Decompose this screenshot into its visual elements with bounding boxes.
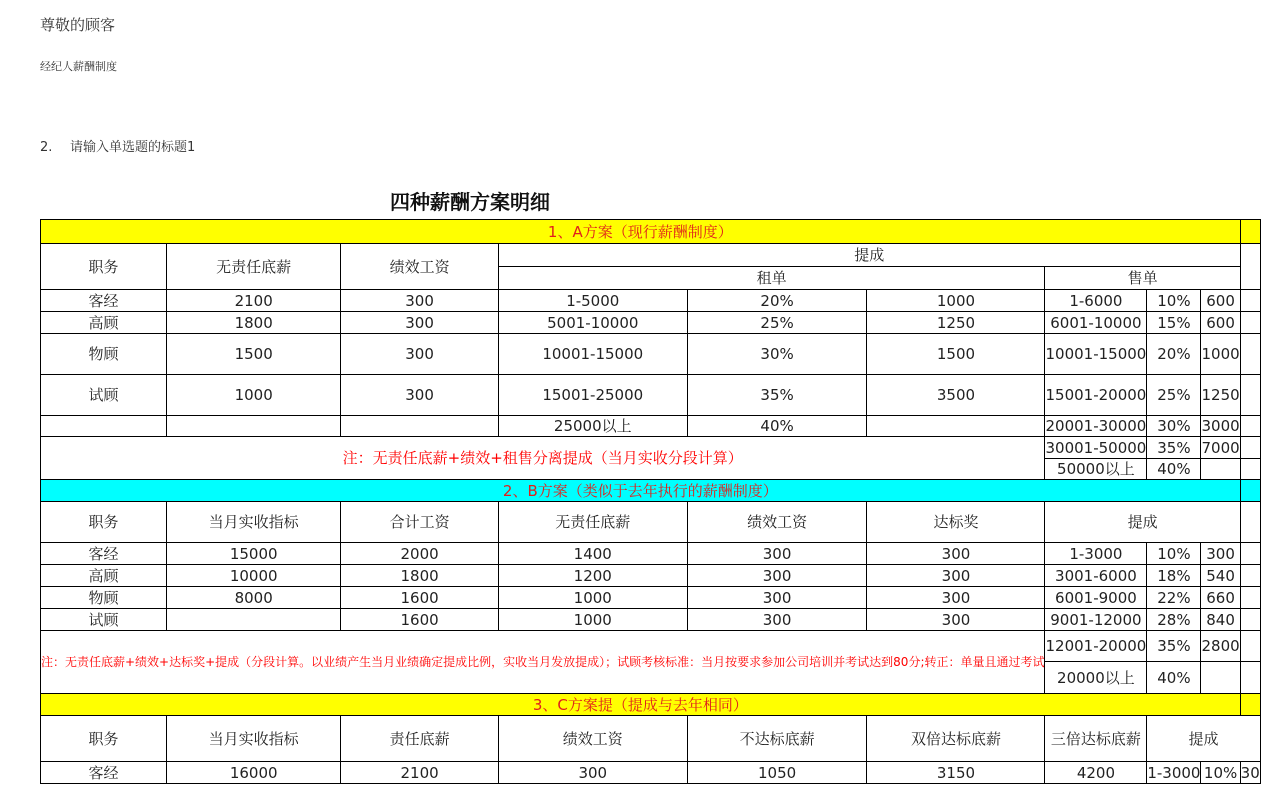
section-c-title: 3、C方案提（提成与去年相同） [41,694,1241,716]
table-header-row [41,502,1261,543]
table-row [41,437,1261,459]
cell-commission-amount: 30 [1240,763,1260,782]
cell-commission-rate: 22% [1147,587,1201,609]
header-base: 无责任底薪 [167,244,341,290]
cell-perf: 300 [687,609,867,631]
header-base: 责任底薪 [341,716,499,762]
cell-rent-amount: 1500 [867,334,1045,375]
cell-commission-amount: 2800 [1201,631,1240,662]
header-target: 当月实收指标 [167,716,341,762]
cell-sale-rate: 15% [1147,312,1201,334]
cell-sale-rate: 20% [1147,334,1201,375]
table-row [41,609,1261,631]
cell-sale-rate: 10% [1147,290,1201,312]
cell-base: 1800 [167,312,341,334]
cell-rent-range: 15001-25000 [498,375,687,416]
section-b-title-overflow [1240,480,1260,502]
cell-perf: 300 [687,543,867,565]
cell-base: 1500 [167,334,341,375]
header-commission: 提成 [1147,716,1260,762]
cell-commission-rate: 35% [1147,631,1201,662]
cell-perf: 300 [687,565,867,587]
cell-sale-range: 30001-50000 [1045,438,1147,457]
empty-cell [1240,312,1260,334]
section-a-title: 1、A方案（现行薪酬制度） [41,220,1241,244]
empty-cell [1240,631,1260,662]
cell-total: 1800 [341,565,499,587]
cell-target: 8000 [167,587,341,609]
table-row [41,312,1261,334]
table-row [41,587,1261,609]
cell-role: 高顾 [41,565,167,587]
cell-sale-amount: 3000 [1201,417,1240,435]
empty-cell [1240,587,1260,609]
cell-sale-range: 50000以上 [1045,459,1147,480]
table-row [41,565,1261,587]
cell-commission-rate: 40% [1147,662,1201,694]
cell-commission-amount: 300 [1201,543,1240,565]
cell-sale-amount: 7000 [1201,438,1240,457]
question-number: 2. [40,140,53,155]
cell-role: 高顾 [41,312,167,334]
cell-role [41,416,167,437]
document-title: 四种薪酬方案明细 [390,190,550,214]
header-role: 职务 [41,716,167,762]
cell-base: 2100 [167,290,341,312]
empty-cell [1240,609,1260,631]
cell-sale-amount: 600 [1201,312,1240,334]
cell-perf: 300 [341,290,499,312]
cell-sale-range: 20001-30000 [1045,417,1147,435]
cell-role: 试顾 [41,609,167,631]
header-triple: 三倍达标底薪 [1045,716,1147,762]
cell-base: 1000 [498,587,687,609]
cell-perf: 300 [341,312,499,334]
empty-cell [1240,565,1260,587]
header-commission: 提成 [1045,502,1240,543]
section-b-note: 注：无责任底薪+绩效+达标奖+提成（分段计算。以业绩产生当月业绩确定提成比例，实收当月发放提成）；试顾考核标准：当月按要求参加公司培训并考试达到80分;转正：单量且通过考试 [41,631,1045,694]
cell-commission-rate: 18% [1147,565,1201,587]
cell-perf: 300 [341,334,499,375]
question-title: 请输入单选题的标题1 [70,140,196,155]
cell-sale-amount [1201,459,1240,480]
cell-rent-amount: 1250 [867,312,1045,334]
cell-role: 试顾 [41,375,167,416]
cell-bonus: 300 [867,587,1045,609]
header-bonus: 达标奖 [867,502,1045,543]
header-role: 职务 [41,502,167,543]
cell-sale-amount: 1000 [1201,334,1240,375]
cell-commission-rate: 10% [1201,762,1240,784]
cell-bonus: 300 [867,609,1045,631]
table-row [41,762,1261,784]
cell-commission-range: 12001-20000 [1045,631,1147,662]
cell-role: 客经 [41,290,167,312]
table-row [41,334,1261,375]
cell-total: 1600 [341,609,499,631]
empty-cell [1240,416,1260,437]
header-perf: 绩效工资 [687,502,867,543]
cell-rent-rate: 25% [687,312,867,334]
cell-rent-rate: 40% [687,416,867,437]
empty-cell [1240,244,1260,290]
cell-target: 15000 [167,543,341,565]
empty-cell [1240,290,1260,312]
empty-cell [1240,543,1260,565]
cell-commission-rate: 10% [1147,543,1201,565]
cell-role: 物顾 [41,334,167,375]
cell-sale-rate: 30% [1147,416,1201,437]
cell-rent-rate: 30% [687,334,867,375]
table-row [41,416,1261,437]
cell-target: 10000 [167,565,341,587]
table-row [41,290,1261,312]
header-target: 当月实收指标 [167,502,341,543]
table-row [41,375,1261,416]
cell-sale-range: 1-6000 [1045,290,1147,312]
table-row [41,543,1261,565]
cell-sale-amount: 1250 [1201,375,1240,416]
header-rent: 租单 [498,267,1045,290]
cell-role: 客经 [41,543,167,565]
cell-commission-range: 1-3000 [1147,763,1201,782]
header-double: 双倍达标底薪 [867,716,1045,762]
empty-cell [1240,375,1260,416]
salary-table [40,219,1261,784]
cell-commission-range: 9001-12000 [1045,609,1147,631]
empty-cell [1240,437,1260,459]
cell-commission-range: 20000以上 [1045,662,1147,694]
cell-commission-amount: 840 [1201,609,1240,631]
cell-commission-amount: 660 [1201,587,1240,609]
empty-cell [1240,334,1260,375]
section-b-title: 2、B方案（类似于去年执行的薪酬制度） [41,480,1241,502]
header-total: 合计工资 [341,502,499,543]
cell-commission-range: 6001-9000 [1045,587,1147,609]
cell-bonus: 300 [867,543,1045,565]
cell-base: 1000 [498,609,687,631]
header-perf: 绩效工资 [341,244,499,290]
cell-rent-amount: 1000 [867,290,1045,312]
cell-sale-rate: 35% [1147,437,1201,459]
cell-base [167,416,341,437]
section-a-note: 注：无责任底薪+绩效+租售分离提成（当月实收分段计算） [41,437,1045,480]
cell-double: 3150 [867,762,1045,784]
cell-rent-range: 1-5000 [498,290,687,312]
header-perf: 绩效工资 [498,716,687,762]
cell-sale-rate: 40% [1147,459,1201,480]
section-a-title-overflow [1240,220,1260,244]
cell-perf: 300 [687,587,867,609]
table-header-row [41,716,1261,762]
cell-rent-range: 5001-10000 [498,312,687,334]
cell-triple: 4200 [1045,762,1147,784]
cell-commission-amount [1201,662,1240,694]
cell-rent-amount: 3500 [867,375,1045,416]
empty-cell [1240,662,1260,694]
cell-rent-rate: 20% [687,290,867,312]
empty-cell [1240,502,1260,543]
cell-target [167,609,341,631]
header-sale: 售单 [1045,267,1240,290]
table-row [41,631,1261,662]
cell-perf: 300 [498,762,687,784]
greeting-text: 尊敬的顾客 [40,16,116,34]
cell-commission-range: 1-3000 [1045,543,1147,565]
cell-base: 1200 [498,565,687,587]
cell-sale-range: 15001-20000 [1045,375,1147,416]
cell-sale-rate: 25% [1147,375,1201,416]
header-under: 不达标底薪 [687,716,867,762]
cell-sale-amount: 600 [1201,290,1240,312]
cell-total: 2000 [341,543,499,565]
section-c-title-overflow [1240,694,1260,716]
cell-base: 1400 [498,543,687,565]
header-base: 无责任底薪 [498,502,687,543]
cell-sale-range: 10001-15000 [1045,334,1147,375]
cell-perf: 300 [341,375,499,416]
cell-commission-range: 3001-6000 [1045,565,1147,587]
header-role: 职务 [41,244,167,290]
subtitle-text: 经纪人薪酬制度 [40,60,117,73]
cell-sale-range: 6001-10000 [1045,312,1147,334]
cell-commission-amount: 540 [1201,565,1240,587]
cell-role: 物顾 [41,587,167,609]
cell-under: 1050 [687,762,867,784]
cell-bonus: 300 [867,565,1045,587]
cell-rent-rate: 35% [687,375,867,416]
cell-perf [341,416,499,437]
cell-rent-range: 25000以上 [498,416,687,437]
cell-role: 客经 [41,762,167,784]
cell-base: 2100 [341,762,499,784]
cell-target: 16000 [167,762,341,784]
header-commission: 提成 [498,244,1240,267]
cell-commission-rate: 28% [1147,609,1201,631]
question-heading [40,136,195,155]
cell-rent-amount [867,416,1045,437]
cell-total: 1600 [341,587,499,609]
empty-cell [1240,459,1260,480]
cell-base: 1000 [167,375,341,416]
cell-rent-range: 10001-15000 [498,334,687,375]
